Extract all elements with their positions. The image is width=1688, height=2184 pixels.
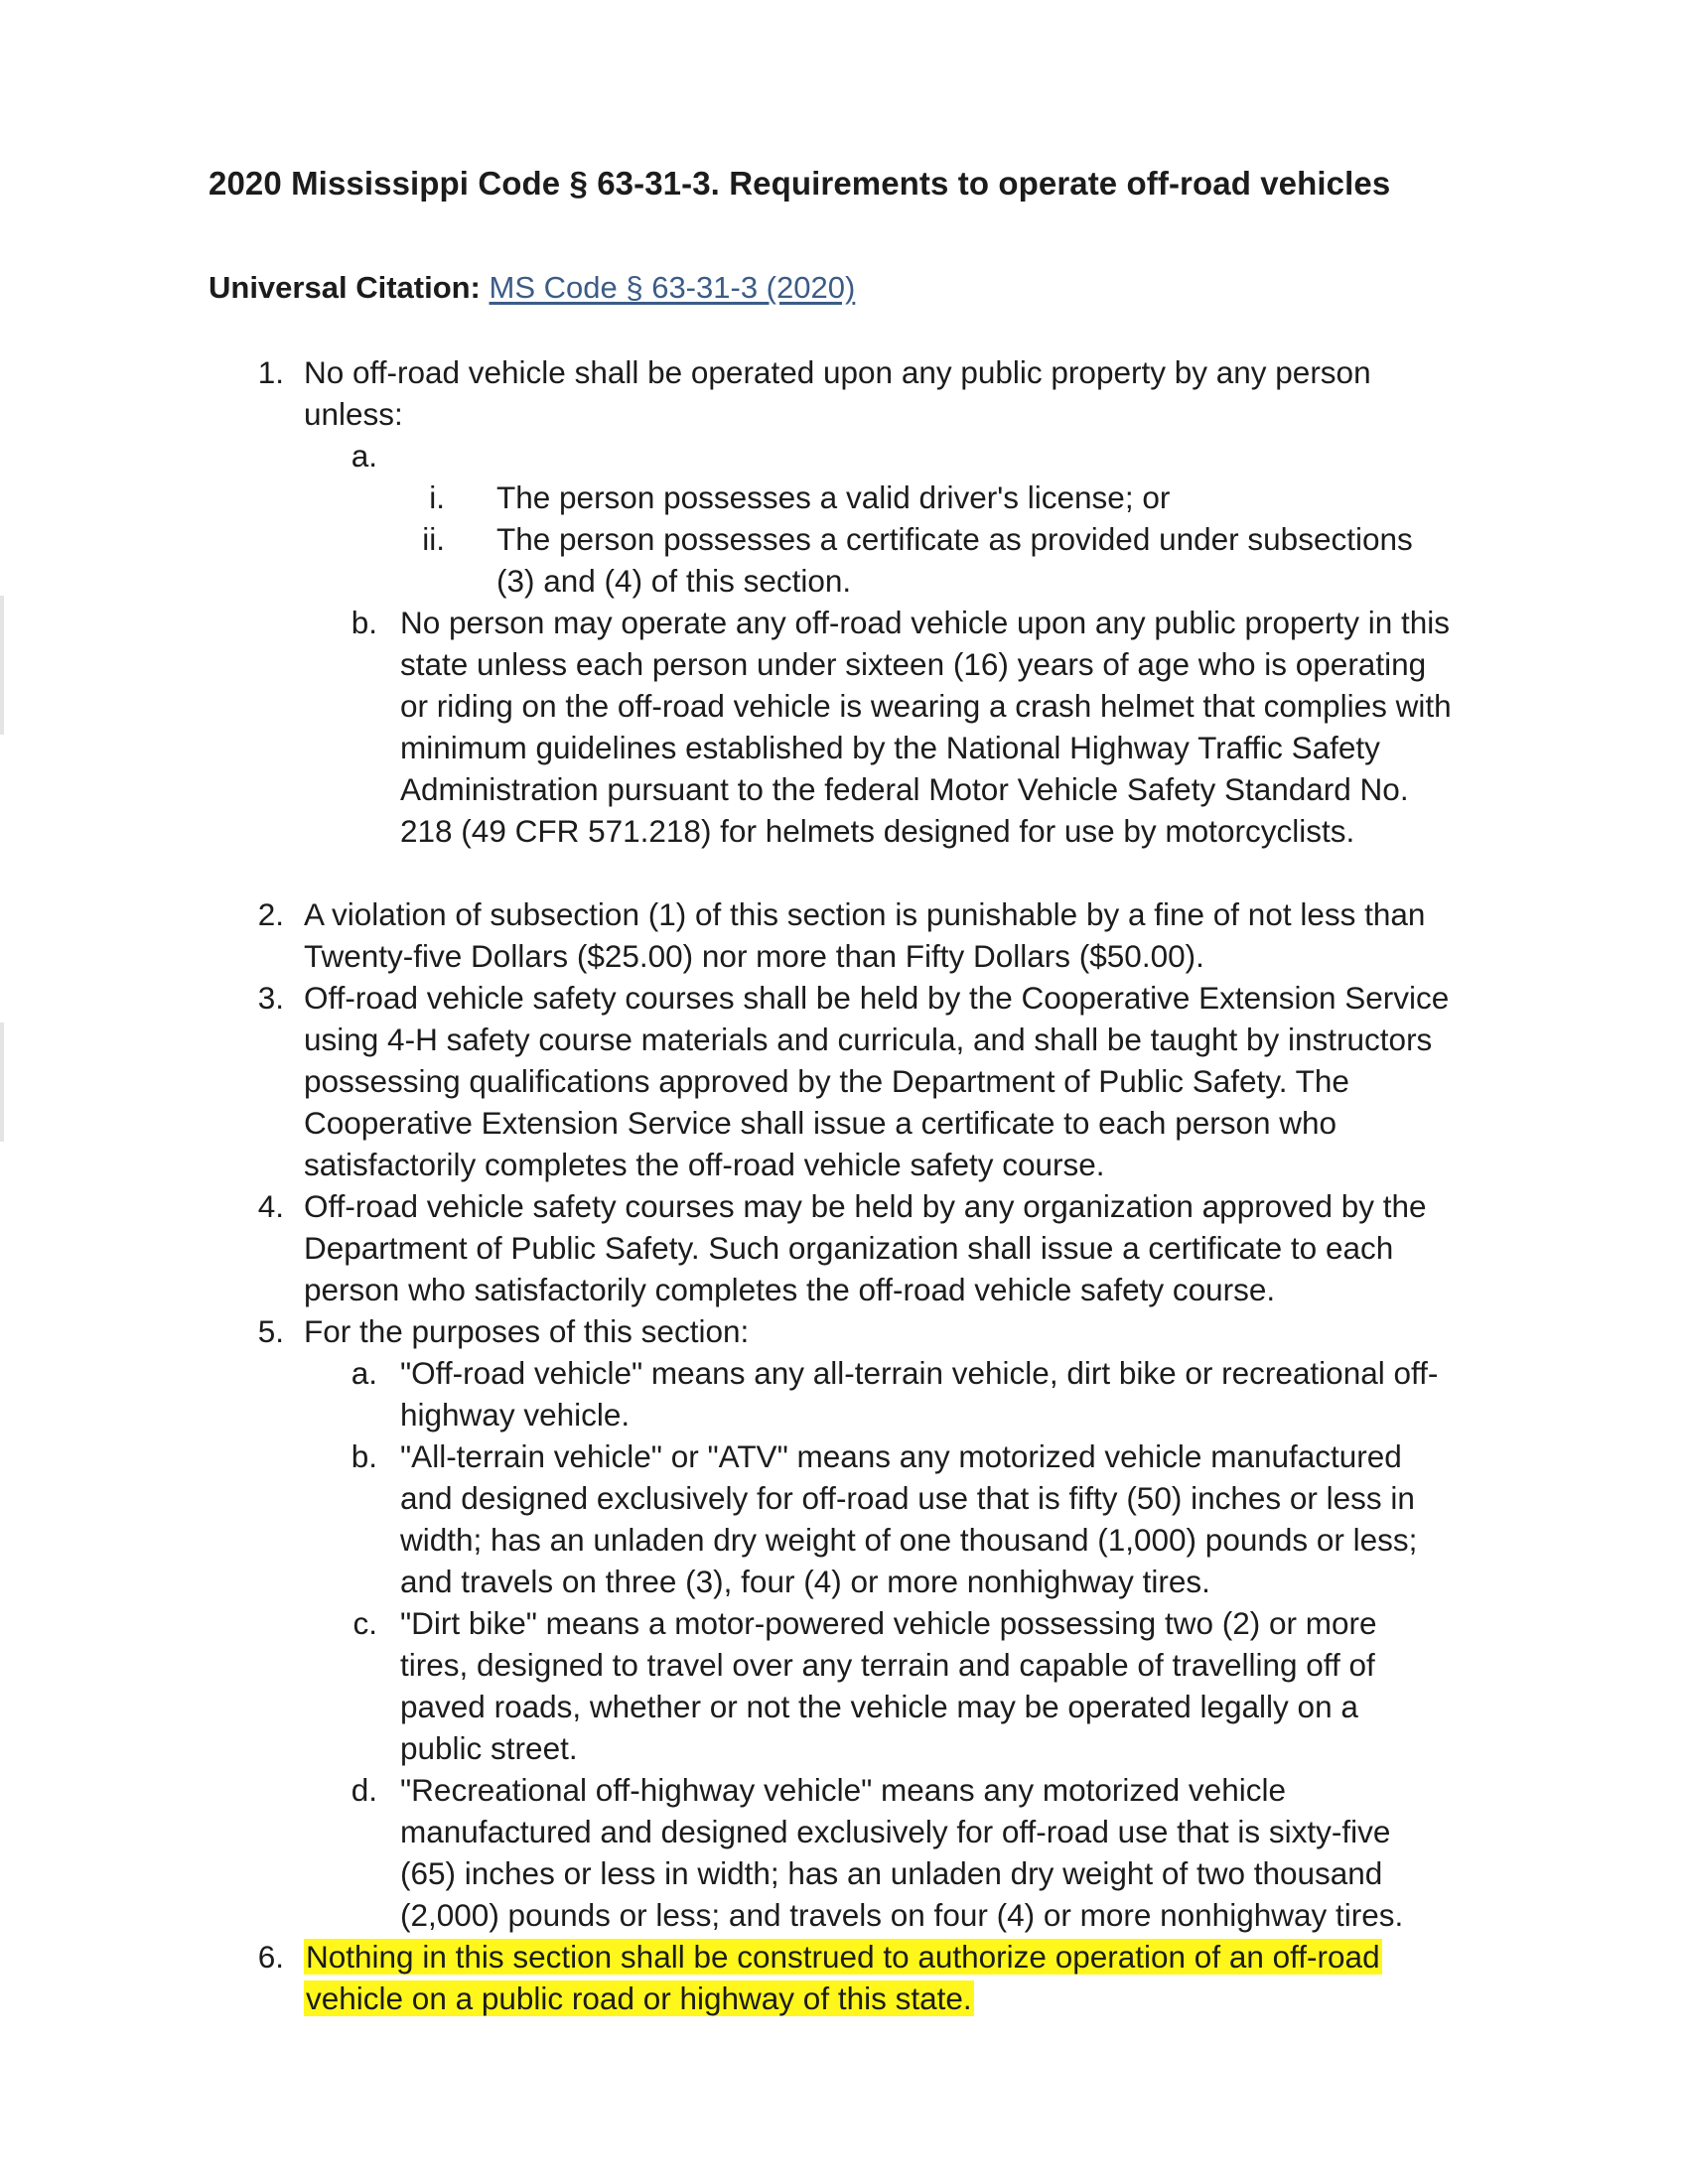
list-item-text: "Recreational off-highway vehicle" means any motorized vehicle manufactured and designed exclusively for off-road use that is sixty-five (65) inches or less in width; has an unladen dry weight of two thousand (2,000) pounds or less; and travels on four (4) or more nonhighway tires. xyxy=(400,1772,1404,1933)
list-marker: a. xyxy=(351,438,377,474)
list-marker: 4. xyxy=(257,1188,284,1224)
list-marker: b. xyxy=(351,605,377,640)
list-item-text: For the purposes of this section: xyxy=(304,1313,750,1349)
list-marker: d. xyxy=(351,1772,377,1808)
list-marker: 1. xyxy=(257,354,284,390)
list-marker: ii. xyxy=(422,521,445,557)
list-marker: 3. xyxy=(257,980,284,1016)
page-title: 2020 Mississippi Code § 63-31-3. Requirements to operate off-road vehicles xyxy=(209,165,1391,202)
list-item-text: The person possesses a valid driver's license; or xyxy=(496,479,1171,515)
list-marker: 5. xyxy=(257,1313,284,1349)
list-item-text: Off-road vehicle safety courses shall be held by the Cooperative Extension Service using 4-H safety course materials and curricula, and shall be taught by instructors possessing qualifications approved by the Department of Public Safety. The Cooperative Extension Service shall issue a certificate to each person who satisfactorily completes the off-road vehicle safety course. xyxy=(304,980,1450,1182)
highlighted-text: Nothing in this section shall be construed to authorize operation of an off-road vehicle on a public road or highway of this state. xyxy=(306,1939,1380,2016)
list-marker: b. xyxy=(351,1438,377,1474)
citation-link[interactable]: MS Code § 63-31-3 (2020) xyxy=(489,270,856,305)
list-item-text: Off-road vehicle safety courses may be held by any organization approved by the Department of Public Safety. Such organization shall issue a certificate to each person who satisfactorily completes the off-road vehicle safety course. xyxy=(304,1188,1427,1307)
citation-label: Universal Citation: xyxy=(209,270,481,305)
list-item-text: The person possesses a certificate as provided under subsections (3) and (4) of this section. xyxy=(496,521,1413,599)
list-item-text: A violation of subsection (1) of this section is punishable by a fine of not less than Twenty-five Dollars ($25.00) nor more than Fifty Dollars ($50.00). xyxy=(304,896,1426,974)
scan-edge-mark xyxy=(0,596,4,735)
list-item-text-highlighted xyxy=(304,1936,1446,2019)
list-marker: 6. xyxy=(257,1939,284,1975)
list-item-text: "Dirt bike" means a motor-powered vehicle possessing two (2) or more tires, designed to travel over any terrain and capable of travelling off of paved roads, whether or not the vehicle may be operated legally on a public street. xyxy=(400,1605,1377,1766)
list-marker: i. xyxy=(429,479,445,515)
list-marker: 2. xyxy=(257,896,284,932)
universal-citation xyxy=(209,270,855,306)
list-item-text: "Off-road vehicle" means any all-terrain vehicle, dirt bike or recreational off-highway vehicle. xyxy=(400,1355,1439,1433)
list-item-text: No off-road vehicle shall be operated upon any public property by any person unless: xyxy=(304,354,1371,432)
list-marker: a. xyxy=(351,1355,377,1391)
scan-edge-mark xyxy=(0,1023,4,1142)
list-marker: c. xyxy=(352,1605,377,1641)
list-item-text: No person may operate any off-road vehicle upon any public property in this state unless each person under sixteen (16) years of age who is operating or riding on the off-road vehicle is wearing a crash helmet that complies with minimum guidelines established by the National Highway Traffic Safety Administration pursuant to the federal Motor Vehicle Safety Standard No. 218 (49 CFR 571.218) for helmets designed for use by motorcyclists. xyxy=(400,605,1452,849)
list-item-text: "All-terrain vehicle" or "ATV" means any motorized vehicle manufactured and designed exclusively for off-road use that is fifty (50) inches or less in width; has an unladen dry weight of one thousand (1,000) pounds or less; and travels on three (3), four (4) or more nonhighway tires. xyxy=(400,1438,1418,1599)
